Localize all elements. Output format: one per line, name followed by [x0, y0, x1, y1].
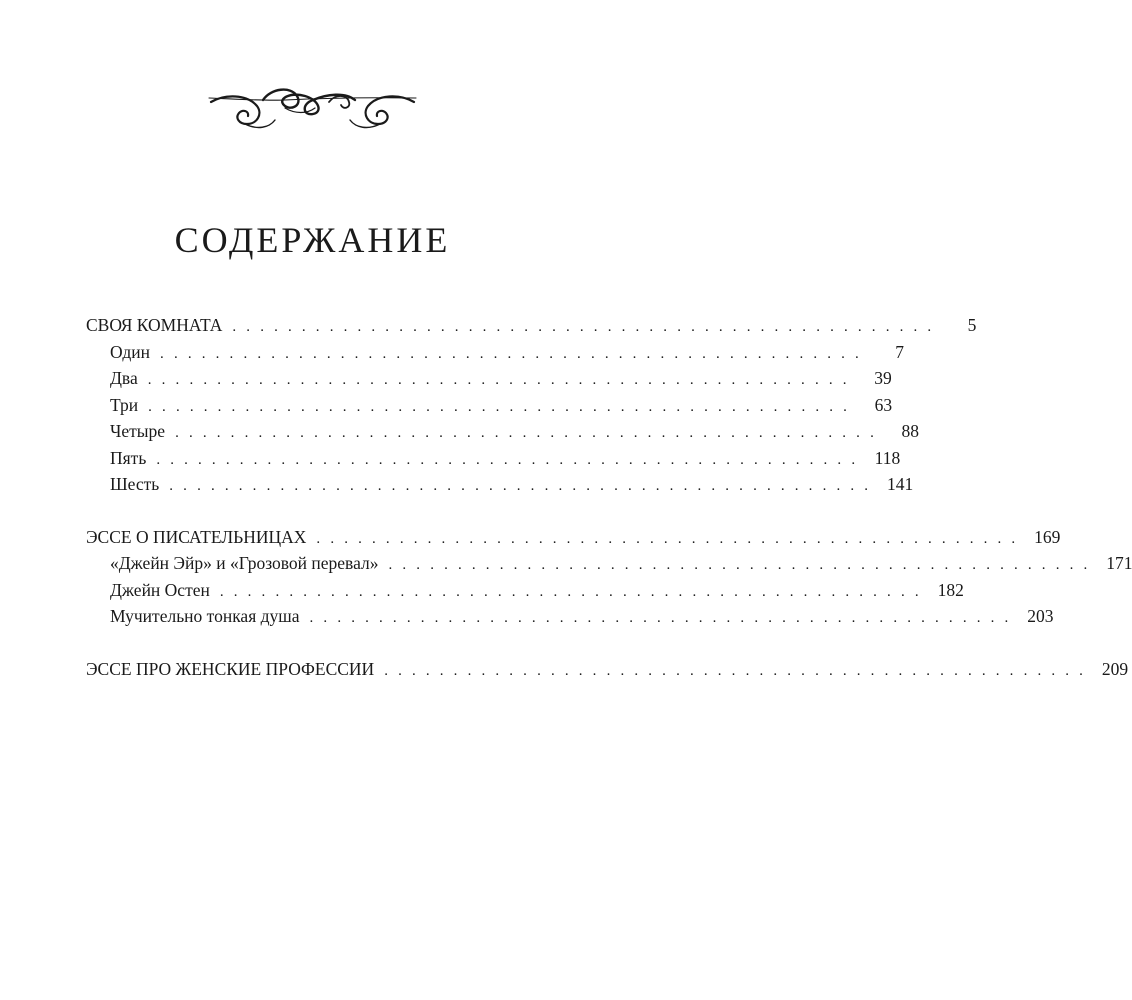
toc-part-label: ЭССЕ О ПИСАТЕЛЬНИЦАХ — [86, 526, 307, 547]
toc-dot-leader: . . . . . . . . . . . . . . . . . . . . . . . . . . . . . . . . . . . . . . . . . . . . . . . . . . . — [232, 319, 935, 335]
flourish-ornament-icon — [205, 78, 420, 136]
toc-chapter-entry[interactable] — [86, 445, 901, 472]
toc-chapter-label: Пять — [110, 447, 147, 468]
toc-page-number: 7 — [895, 341, 904, 362]
toc-part-label: ЭССЕ ПРО ЖЕНСКИЕ ПРОФЕССИИ — [86, 658, 375, 679]
toc-dot-leader: . . . . . . . . . . . . . . . . . . . . . . . . . . . . . . . . . . . . . . . . . . . . . . . . . . . — [169, 478, 872, 494]
toc-page-number: 169 — [1034, 526, 1061, 547]
toc-chapter-label: «Джейн Эйр» и «Грозовой перевал» — [110, 553, 379, 573]
toc-chapter-entry[interactable] — [86, 550, 1132, 577]
toc-chapter-entry[interactable] — [86, 339, 904, 366]
toc-part-entry[interactable] — [86, 656, 1129, 683]
toc-chapter-label: Шесть — [110, 474, 160, 494]
toc-chapter-entry[interactable] — [86, 418, 920, 445]
toc-page-number: 39 — [874, 368, 892, 388]
toc-dot-leader: . . . . . . . . . . . . . . . . . . . . . . . . . . . . . . . . . . . . . . . . . . . . . . . . . . . — [160, 345, 862, 362]
toc-chapter-label: Два — [110, 368, 138, 388]
toc-page-number: 118 — [874, 447, 901, 468]
toc-dot-leader: . . . . . . . . . . . . . . . . . . . . . . . . . . . . . . . . . . . . . . . . . . . . . . . . . . . — [219, 583, 922, 600]
toc-page-number: 5 — [967, 315, 977, 335]
toc-page-number: 88 — [901, 421, 920, 441]
toc-chapter-entry[interactable] — [86, 471, 914, 498]
toc-page-number: 63 — [874, 394, 893, 415]
page-title: СОДЕРЖАНИЕ — [174, 220, 451, 260]
toc-chapter-label: Один — [110, 341, 151, 362]
toc-page-number: 209 — [1101, 658, 1129, 679]
toc-dot-leader: . . . . . . . . . . . . . . . . . . . . . . . . . . . . . . . . . . . . . . . . . . . . . . . . . . . — [309, 610, 1012, 626]
toc-part-entry[interactable] — [86, 312, 977, 339]
toc-page-number: 171 — [1106, 553, 1132, 573]
toc-dot-leader: . . . . . . . . . . . . . . . . . . . . . . . . . . . . . . . . . . . . . . . . . . . . . . . . . . . — [388, 557, 1091, 573]
table-of-contents — [86, 312, 1132, 682]
toc-chapter-label: Четыре — [110, 421, 166, 441]
toc-dot-leader: . . . . . . . . . . . . . . . . . . . . . . . . . . . . . . . . . . . . . . . . . . . . . . . . . . . — [147, 372, 850, 388]
toc-dot-leader: . . . . . . . . . . . . . . . . . . . . . . . . . . . . . . . . . . . . . . . . . . . . . . . . . . . — [156, 451, 859, 468]
toc-dot-leader: . . . . . . . . . . . . . . . . . . . . . . . . . . . . . . . . . . . . . . . . . . . . . . . . . . . — [316, 530, 1019, 547]
toc-chapter-label: Три — [110, 394, 139, 415]
toc-chapter-label: Джейн Остен — [110, 579, 210, 600]
toc-chapter-entry[interactable] — [86, 365, 892, 392]
toc-chapter-label: Мучительно тонкая душа — [110, 606, 300, 626]
toc-page-number: 141 — [886, 474, 914, 494]
toc-dot-leader: . . . . . . . . . . . . . . . . . . . . . . . . . . . . . . . . . . . . . . . . . . . . . . . . . . . — [175, 425, 878, 441]
toc-page-number: 203 — [1027, 606, 1054, 626]
toc-part-entry[interactable] — [86, 524, 1061, 551]
toc-chapter-entry[interactable] — [86, 603, 1054, 630]
toc-part-label: СВОЯ КОМНАТА — [86, 315, 223, 335]
toc-dot-leader: . . . . . . . . . . . . . . . . . . . . . . . . . . . . . . . . . . . . . . . . . . . . . . . . . . . — [384, 662, 1087, 679]
toc-chapter-entry[interactable] — [86, 392, 893, 419]
toc-page-number: 182 — [937, 579, 964, 600]
toc-chapter-entry[interactable] — [86, 577, 964, 604]
toc-dot-leader: . . . . . . . . . . . . . . . . . . . . . . . . . . . . . . . . . . . . . . . . . . . . . . . . . . . — [148, 398, 851, 415]
